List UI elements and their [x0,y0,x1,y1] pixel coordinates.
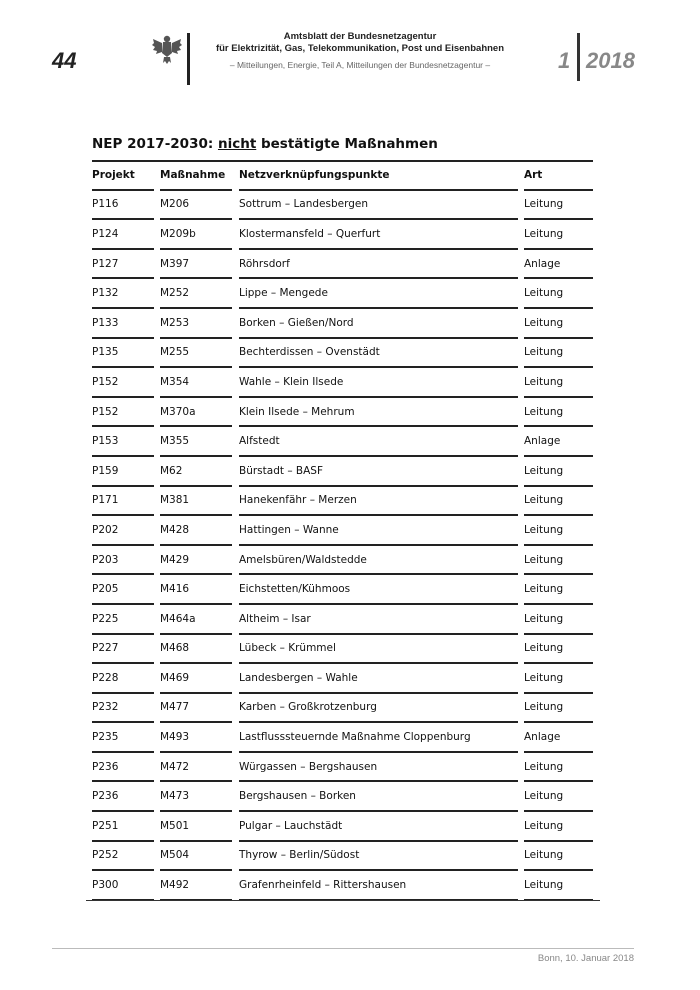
projekt-cell: P171 [92,486,154,516]
massnahme-cell: M468 [160,634,232,664]
gazette-title [200,31,520,55]
table-row [92,338,593,368]
netzverknuepfungspunkte-cell: Hattingen – Wanne [239,515,518,545]
projekt-cell: P205 [92,574,154,604]
netzverknuepfungspunkte-cell: Bergshausen – Borken [239,781,518,811]
massnahme-cell: M397 [160,249,232,279]
netzverknuepfungspunkte-cell: Thyrow – Berlin/Südost [239,841,518,871]
projekt-cell: P153 [92,426,154,456]
table-row [92,693,593,723]
title-underlined: nicht [217,136,257,152]
projekt-cell: P133 [92,308,154,338]
projekt-cell: P159 [92,456,154,486]
projekt-cell: P236 [92,752,154,782]
gazette-title-line2: für Elektrizität, Gas, Telekommunikation, Post und Eisenbahnen [215,43,505,54]
projekt-cell: P225 [92,604,154,634]
table-row [92,811,593,841]
document-title [92,136,438,152]
table-row [92,604,593,634]
header-divider [187,33,190,85]
massnahme-cell: M416 [160,574,232,604]
massnahme-cell: M62 [160,456,232,486]
table-row [92,752,593,782]
massnahme-cell: M354 [160,367,232,397]
projekt-cell: P235 [92,722,154,752]
netzverknuepfungspunkte-cell: Klostermansfeld – Querfurt [239,219,518,249]
table-end-rule [86,900,600,901]
massnahme-cell: M501 [160,811,232,841]
issue-number: 1 [558,48,571,73]
netzverknuepfungspunkte-cell: Röhrsdorf [239,249,518,279]
header-massnahme: Maßnahme [160,160,232,190]
massnahme-cell: M428 [160,515,232,545]
art-cell: Anlage [524,722,593,752]
massnahme-cell: M492 [160,870,232,900]
art-cell: Leitung [524,663,593,693]
table-row [92,190,593,220]
measures-table [92,160,593,900]
projekt-cell: P236 [92,781,154,811]
netzverknuepfungspunkte-cell: Bürstadt – BASF [239,456,518,486]
massnahme-cell: M355 [160,426,232,456]
title-prefix: NEP 2017-2030: [92,136,218,152]
table-row [92,367,593,397]
art-cell: Leitung [524,693,593,723]
table-row [92,545,593,575]
projekt-cell: P252 [92,841,154,871]
art-cell: Leitung [524,870,593,900]
massnahme-cell: M209b [160,219,232,249]
netzverknuepfungspunkte-cell: Lastflusssteuernde Maßnahme Cloppenburg [239,722,518,752]
netzverknuepfungspunkte-cell: Lippe – Mengede [239,278,518,308]
projekt-cell: P135 [92,338,154,368]
art-cell: Leitung [524,190,593,220]
table-row [92,308,593,338]
projekt-cell: P228 [92,663,154,693]
netzverknuepfungspunkte-cell: Eichstetten/Kühmoos [239,574,518,604]
projekt-cell: P132 [92,278,154,308]
massnahme-cell: M381 [160,486,232,516]
header-projekt: Projekt [92,160,154,190]
footer-date: Bonn, 10. Januar 2018 [537,953,634,964]
table-row [92,486,593,516]
massnahme-cell: M252 [160,278,232,308]
netzverknuepfungspunkte-cell: Landesbergen – Wahle [239,663,518,693]
netzverknuepfungspunkte-cell: Hanekenfähr – Merzen [239,486,518,516]
art-cell: Leitung [524,308,593,338]
projekt-cell: P152 [92,397,154,427]
table-row [92,456,593,486]
art-cell: Leitung [524,781,593,811]
table-row [92,249,593,279]
art-cell: Leitung [524,811,593,841]
netzverknuepfungspunkte-cell: Karben – Großkrotzenburg [239,693,518,723]
table-row [92,426,593,456]
table-body [92,190,593,900]
federal-eagle-logo [152,33,182,65]
table-row [92,574,593,604]
table-row [92,870,593,900]
art-cell: Leitung [524,574,593,604]
art-cell: Leitung [524,486,593,516]
art-cell: Leitung [524,752,593,782]
massnahme-cell: M473 [160,781,232,811]
table-header-row [92,160,593,190]
massnahme-cell: M429 [160,545,232,575]
table-row [92,515,593,545]
projekt-cell: P152 [92,367,154,397]
netzverknuepfungspunkte-cell: Wahle – Klein Ilsede [239,367,518,397]
projekt-cell: P203 [92,545,154,575]
netzverknuepfungspunkte-cell: Amelsbüren/Waldstedde [239,545,518,575]
art-cell: Leitung [524,367,593,397]
gazette-title-line1: Amtsblatt der Bundesnetzagentur [283,31,437,42]
massnahme-cell: M206 [160,190,232,220]
netzverknuepfungspunkte-cell: Würgassen – Bergshausen [239,752,518,782]
projekt-cell: P232 [92,693,154,723]
art-cell: Leitung [524,456,593,486]
massnahme-cell: M255 [160,338,232,368]
table-row [92,841,593,871]
projekt-cell: P300 [92,870,154,900]
issue-divider [577,33,580,81]
netzverknuepfungspunkte-cell: Borken – Gießen/Nord [239,308,518,338]
netzverknuepfungspunkte-cell: Grafenrheinfeld – Rittershausen [239,870,518,900]
netzverknuepfungspunkte-cell: Altheim – Isar [239,604,518,634]
projekt-cell: P202 [92,515,154,545]
netzverknuepfungspunkte-cell: Sottrum – Landesbergen [239,190,518,220]
netzverknuepfungspunkte-cell: Lübeck – Krümmel [239,634,518,664]
massnahme-cell: M472 [160,752,232,782]
art-cell: Leitung [524,515,593,545]
massnahme-cell: M469 [160,663,232,693]
netzverknuepfungspunkte-cell: Pulgar – Lauchstädt [239,811,518,841]
projekt-cell: P127 [92,249,154,279]
title-suffix: bestätigte Maßnahmen [256,136,438,152]
massnahme-cell: M370a [160,397,232,427]
art-cell: Leitung [524,219,593,249]
netzverknuepfungspunkte-cell: Bechterdissen – Ovenstädt [239,338,518,368]
massnahme-cell: M493 [160,722,232,752]
projekt-cell: P124 [92,219,154,249]
gazette-subtitle: – Mitteilungen, Energie, Teil A, Mitteilungen der Bundesnetzagentur – [229,60,491,70]
art-cell: Leitung [524,545,593,575]
art-cell: Leitung [524,397,593,427]
page-number: 44 [52,48,77,73]
art-cell: Leitung [524,278,593,308]
issue-year: 2018 [586,48,635,73]
art-cell: Leitung [524,604,593,634]
art-cell: Anlage [524,249,593,279]
massnahme-cell: M504 [160,841,232,871]
massnahme-cell: M253 [160,308,232,338]
table-row [92,397,593,427]
netzverknuepfungspunkte-cell: Klein Ilsede – Mehrum [239,397,518,427]
table-row [92,663,593,693]
projekt-cell: P251 [92,811,154,841]
projekt-cell: P116 [92,190,154,220]
table-row [92,278,593,308]
table-row [92,722,593,752]
art-cell: Anlage [524,426,593,456]
art-cell: Leitung [524,841,593,871]
art-cell: Leitung [524,634,593,664]
art-cell: Leitung [524,338,593,368]
table-row [92,781,593,811]
massnahme-cell: M477 [160,693,232,723]
table-row [92,219,593,249]
table-row [92,634,593,664]
netzverknuepfungspunkte-cell: Alfstedt [239,426,518,456]
projekt-cell: P227 [92,634,154,664]
massnahme-cell: M464a [160,604,232,634]
footer-divider [52,948,634,949]
header-netzverknuepfungspunkte: Netzverknüpfungspunkte [239,160,518,190]
header-art: Art [524,160,593,190]
